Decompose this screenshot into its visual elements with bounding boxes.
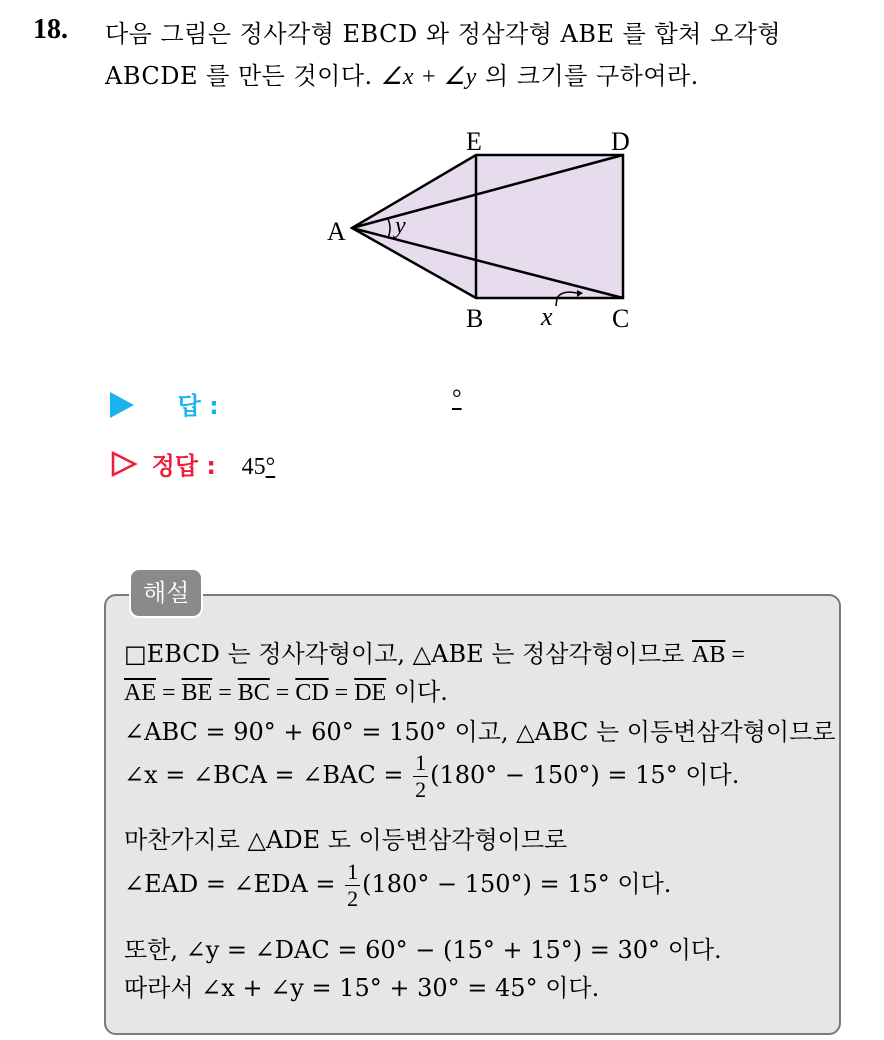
label-x: x — [541, 302, 553, 331]
question-line-2-tail: 의 크기를 구하여라. — [476, 62, 699, 90]
play-triangle-icon — [110, 392, 134, 418]
solution-line-6: ∠EAD = ∠EDA = $\frac{1}{2}$ (180° − 150°) = 15° 이다. — [124, 859, 672, 911]
solution-line-7: 또한, ∠y = ∠DAC = 60° − (15° + 15°) = 30° 이다. — [124, 936, 722, 964]
solution-tag: 해설 — [129, 568, 203, 618]
label-b: B — [466, 304, 484, 333]
fraction-one-half: $\frac{1}{2}$ — [415, 750, 427, 802]
correct-answer-label: 정답 : — [151, 452, 216, 480]
solution-line-5: 마찬가지로 △ADE 도 이등변삼각형이므로 — [124, 826, 568, 854]
label-c: C — [612, 304, 630, 333]
solution-line-8: 따라서 ∠x + ∠y = 15° + 30° = 45° 이다. — [124, 974, 600, 1002]
outline-triangle-icon — [110, 450, 138, 478]
label-y: y — [395, 213, 406, 239]
question-number: 18. — [33, 14, 68, 45]
solution-line-1: □EBCD 는 정사각형이고, △ABE 는 정삼각형이므로 $\overline{AB}$ = — [124, 640, 745, 668]
question-line-1: 다음 그림은 정사각형 EBCD 와 정삼각형 ABE 를 합쳐 오각형 — [105, 20, 782, 48]
correct-answer-row — [110, 446, 275, 481]
answer-blank[interactable] — [452, 386, 462, 413]
solution-line-4: ∠x = ∠BCA = ∠BAC = $\frac{1}{2}$ (180° − 150°) = 15° 이다. — [124, 750, 740, 802]
question-line-2-text: ABCDE 를 만든 것이다. — [105, 62, 381, 90]
solution-line-3: ∠ABC = 90° + 60° = 150° 이고, △ABC 는 이등변삼각형이므로 — [124, 718, 836, 746]
label-d: D — [611, 127, 630, 156]
pentagon-fill — [352, 155, 623, 298]
answer-label: 답 : — [177, 392, 219, 420]
label-e: E — [466, 127, 482, 156]
question-angle-expression: ∠x + ∠y — [380, 64, 477, 90]
pentagon-figure — [320, 120, 650, 340]
question-line-2 — [105, 56, 699, 91]
answer-unit: ° — [452, 386, 462, 412]
label-a: A — [327, 217, 346, 246]
fraction-one-half-2: $\frac{1}{2}$ — [347, 859, 359, 911]
solution-line-2: $\overline{AE} = \overline{BE} = \overline{BC} = \overline{CD} = \overline{DE}$ 이다. — [124, 678, 448, 706]
correct-answer-value: 45° — [241, 454, 276, 480]
answer-row — [110, 386, 219, 421]
